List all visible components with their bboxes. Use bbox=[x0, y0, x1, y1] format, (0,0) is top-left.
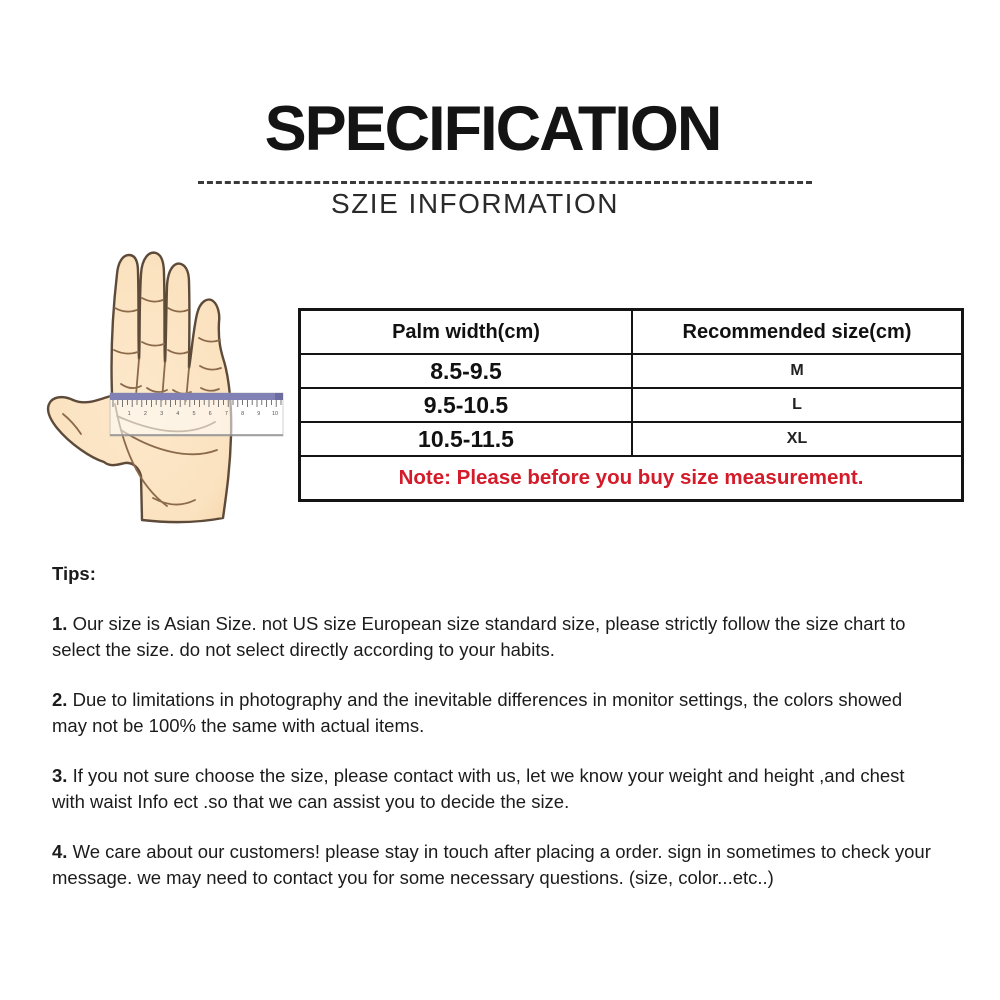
tips-section bbox=[52, 561, 932, 915]
svg-text:8: 8 bbox=[241, 411, 245, 417]
tip-item bbox=[52, 611, 932, 663]
table-row bbox=[301, 387, 961, 421]
tip-item bbox=[52, 687, 932, 739]
dashed-divider bbox=[198, 181, 812, 184]
svg-text:10: 10 bbox=[271, 411, 279, 417]
svg-text:6: 6 bbox=[208, 411, 212, 417]
tip-number: 2. bbox=[52, 689, 68, 710]
svg-text:9: 9 bbox=[257, 411, 261, 417]
size-value: XL bbox=[786, 430, 808, 447]
svg-text:4: 4 bbox=[176, 411, 180, 417]
tip-number: 4. bbox=[52, 841, 68, 862]
tip-text: Our size is Asian Size. not US size European size standard size, please strictly follow the size chart to select the size. do not select directly according to your habits. bbox=[52, 613, 906, 660]
tip-text: Due to limitations in photography and the inevitable differences in monitor settings, the colors showed may not be 100% the same with actual items. bbox=[52, 689, 903, 736]
svg-text:3: 3 bbox=[160, 411, 164, 417]
svg-text:5: 5 bbox=[192, 411, 196, 417]
tip-item bbox=[52, 839, 932, 891]
svg-text:7: 7 bbox=[224, 411, 228, 417]
tip-number: 3. bbox=[52, 765, 68, 786]
hand-measurement-figure bbox=[25, 246, 305, 524]
tip-item bbox=[52, 763, 932, 815]
table-row bbox=[301, 353, 961, 387]
tip-text: If you not sure choose the size, please contact with us, let we know your weight and height ,and chest with waist Info ect .so that we can assist you to decide the size. bbox=[52, 765, 905, 812]
ruler-band bbox=[110, 393, 283, 400]
hand-ruler-illustration bbox=[25, 246, 305, 524]
palm-width-value: 10.5-11.5 bbox=[301, 423, 633, 455]
palm-width-value: 9.5-10.5 bbox=[301, 389, 633, 421]
size-value: M bbox=[790, 362, 804, 379]
ruler bbox=[110, 393, 283, 436]
header-recommended-size: Recommended size(cm) bbox=[682, 320, 912, 343]
size-information-subtitle: SZIE INFORMATION bbox=[331, 188, 619, 219]
size-value: L bbox=[792, 396, 802, 413]
palm-width-value: 8.5-9.5 bbox=[301, 355, 633, 387]
tip-text: We care about our customers! please stay in touch after placing a order. sign in sometimes to check your message. we may need to contact you for some necessary questions. (size, color...etc..) bbox=[52, 841, 931, 888]
svg-text:2: 2 bbox=[143, 411, 147, 417]
svg-text:1: 1 bbox=[127, 411, 131, 417]
size-note: Note: Please before you buy size measurement. bbox=[301, 455, 961, 499]
tips-heading: Tips: bbox=[52, 563, 96, 584]
table-header-row bbox=[301, 311, 961, 353]
tip-number: 1. bbox=[52, 613, 68, 634]
table-row bbox=[301, 421, 961, 455]
page-title: SPECIFICATION bbox=[264, 94, 721, 164]
header-palm-width: Palm width(cm) bbox=[301, 311, 633, 353]
size-table bbox=[298, 308, 964, 502]
